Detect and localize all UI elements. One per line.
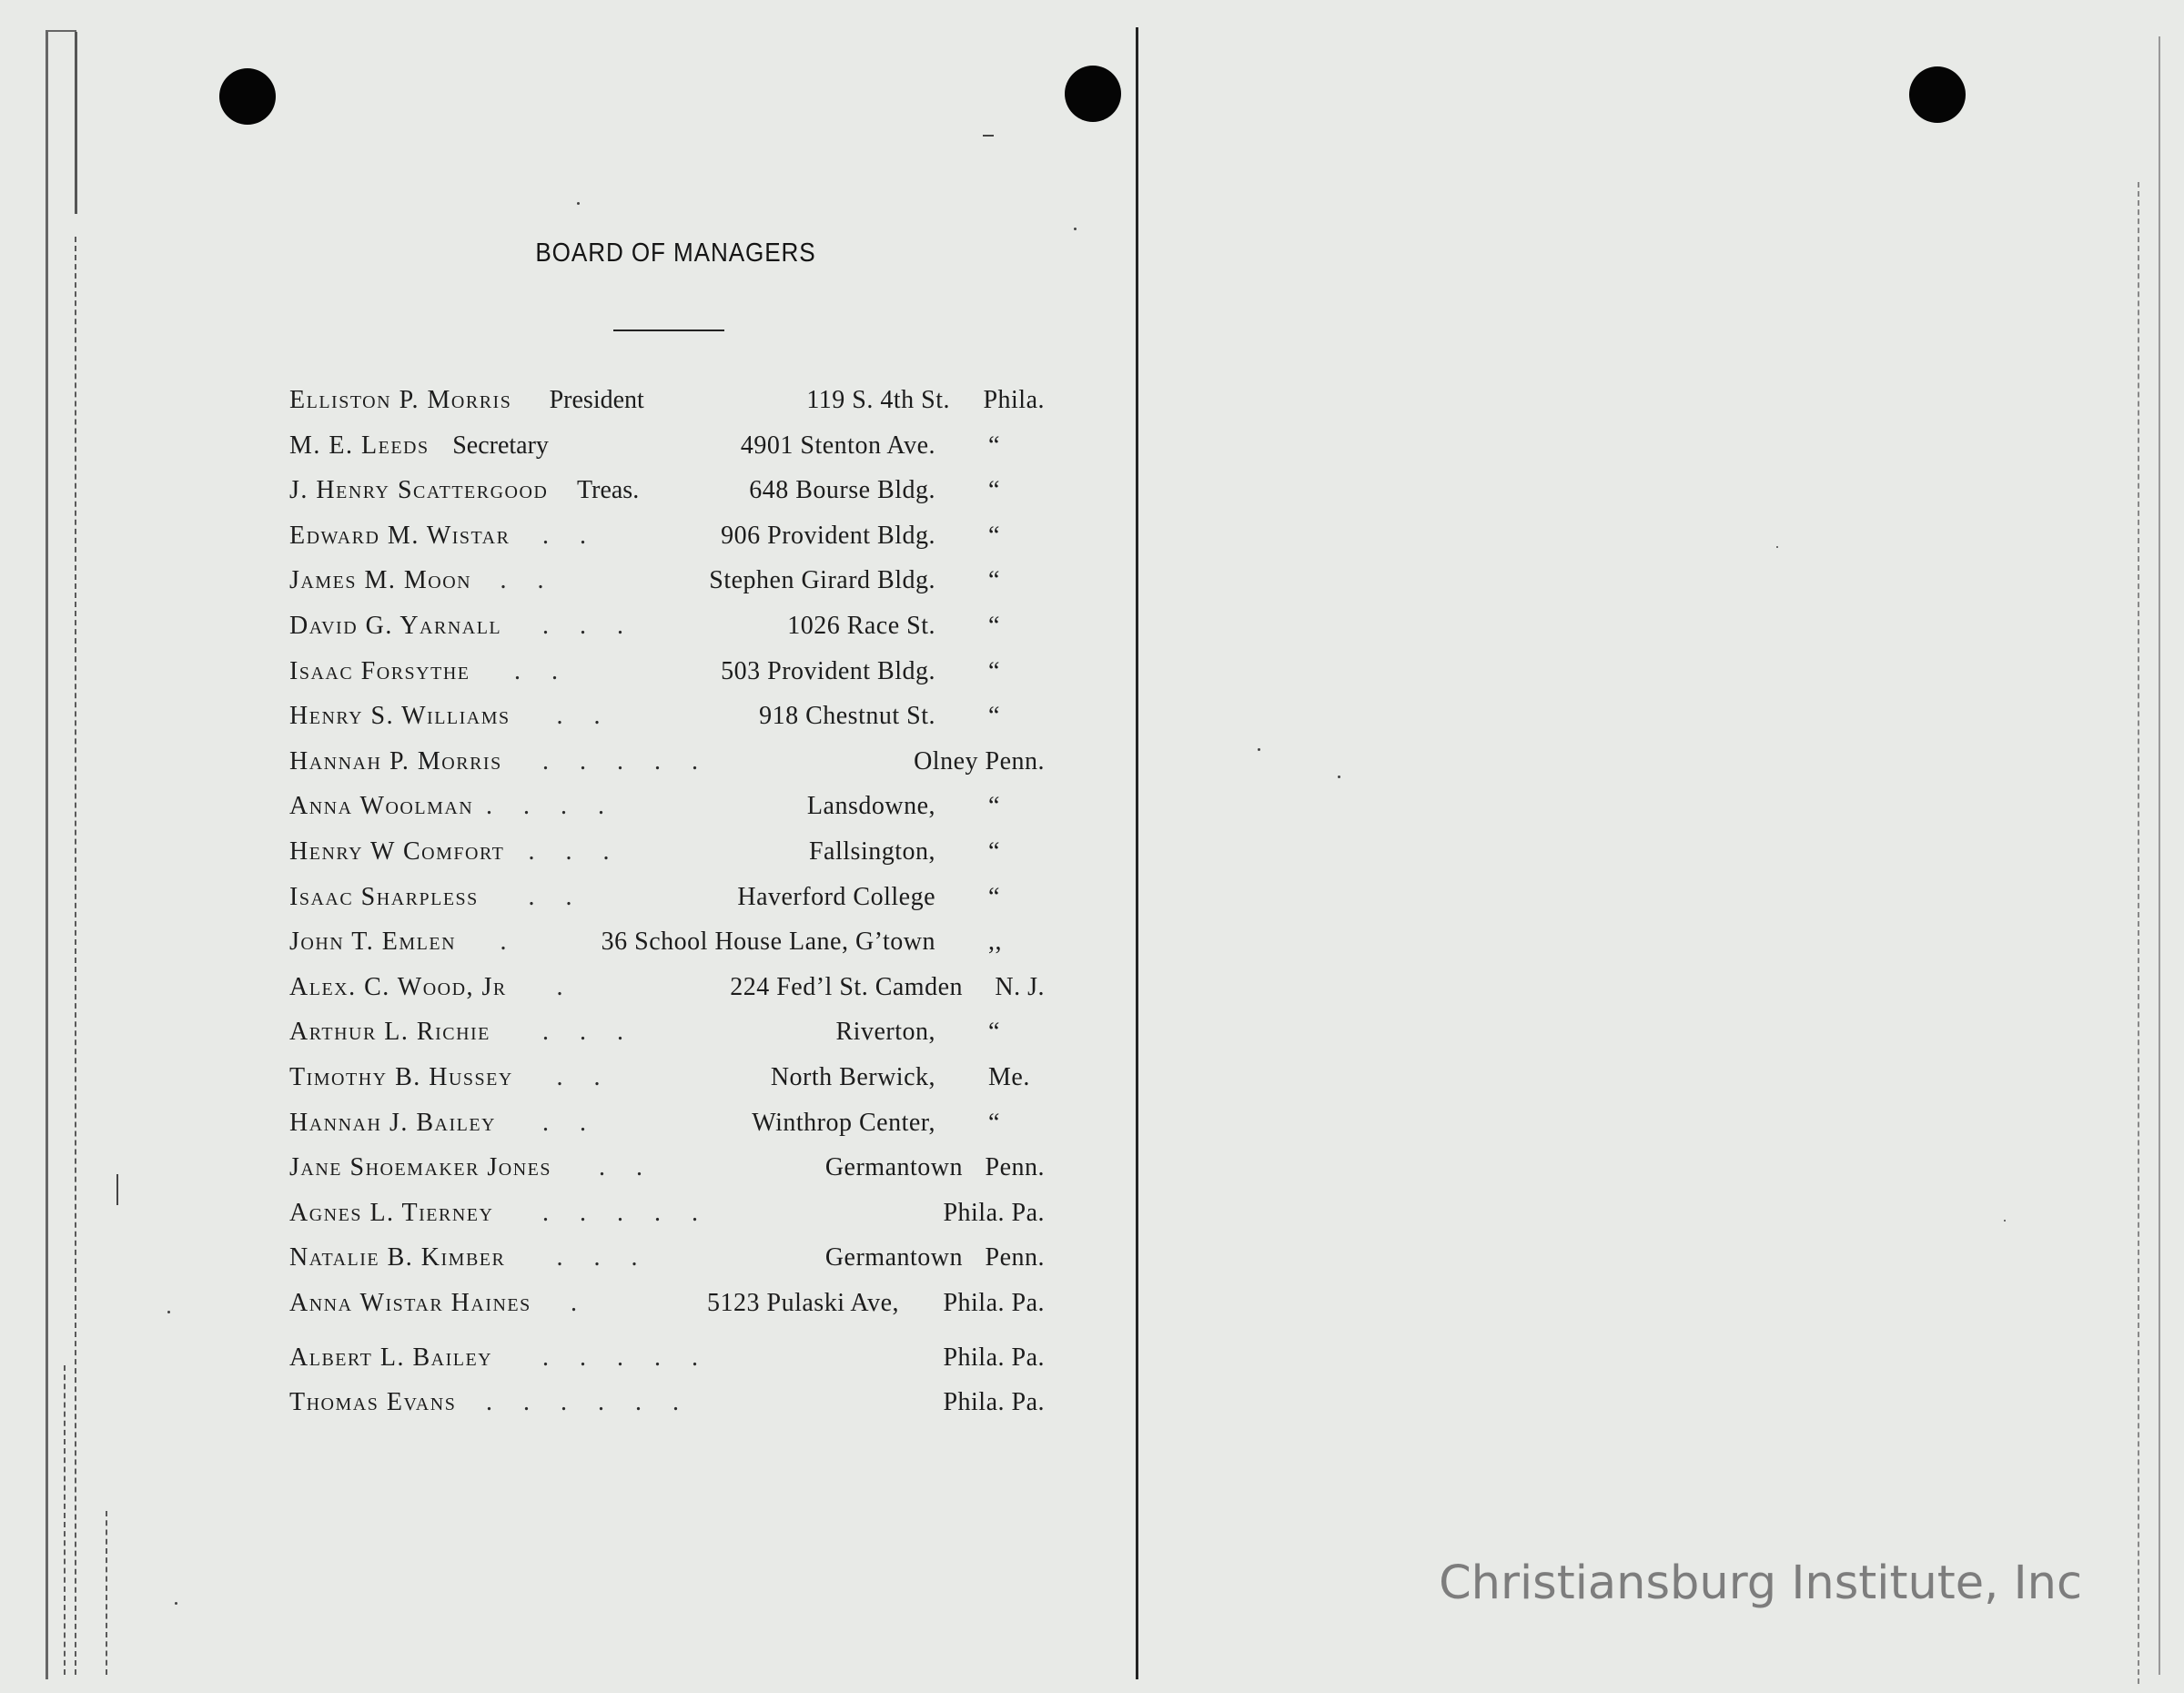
manager-address: Haverford College bbox=[737, 882, 935, 911]
speck bbox=[1776, 546, 1778, 548]
leader-dots: .. bbox=[556, 1063, 632, 1091]
manager-row bbox=[289, 879, 1045, 916]
right-margin-dashes bbox=[2138, 182, 2139, 1684]
manager-name: Henry S. Williams bbox=[289, 702, 511, 731]
manager-address: 503 Provident Bldg. bbox=[721, 656, 935, 685]
manager-row bbox=[289, 788, 1045, 825]
punch-hole bbox=[1909, 66, 1966, 123]
right-page bbox=[1139, 0, 2184, 1693]
manager-name: Henry W Comfort bbox=[289, 837, 505, 866]
left-margin-dashes bbox=[75, 237, 76, 1675]
manager-city: “ bbox=[988, 702, 1000, 731]
leader-dots: ... bbox=[528, 837, 641, 866]
manager-city: “ bbox=[988, 792, 1000, 821]
leader-dots: .. bbox=[514, 656, 589, 685]
manager-row bbox=[289, 834, 1045, 870]
manager-city: Phila. Pa. bbox=[943, 1198, 1045, 1227]
speck bbox=[983, 135, 994, 137]
manager-row bbox=[289, 969, 1045, 1006]
manager-row bbox=[289, 698, 1045, 735]
leader-dots: .. bbox=[542, 1108, 617, 1137]
manager-row bbox=[289, 924, 1045, 960]
leader-dots: ... bbox=[556, 1243, 669, 1272]
manager-city: Phila. Pa. bbox=[943, 1289, 1045, 1317]
speck bbox=[577, 202, 580, 205]
leader-dots: ..... bbox=[542, 1343, 729, 1372]
manager-city: “ bbox=[988, 521, 1000, 550]
manager-name: David G. Yarnall bbox=[289, 612, 502, 640]
left-margin-dashes-2 bbox=[64, 1365, 66, 1675]
manager-address: Riverton, bbox=[835, 1018, 935, 1047]
manager-name: James M. Moon bbox=[289, 566, 472, 595]
speck bbox=[1338, 776, 1340, 778]
manager-row bbox=[289, 1014, 1045, 1050]
manager-role: Treas. bbox=[577, 476, 640, 505]
speck bbox=[1074, 228, 1077, 230]
manager-row bbox=[289, 472, 1045, 509]
manager-address: Germantown bbox=[824, 1243, 963, 1272]
manager-row bbox=[289, 1340, 1045, 1376]
leader-dots: .. bbox=[500, 566, 575, 595]
manager-city: Penn. bbox=[985, 1243, 1045, 1272]
leader-dots: ... bbox=[542, 612, 654, 640]
manager-city: Phila. Pa. bbox=[943, 1388, 1045, 1417]
manager-name: Thomas Evans bbox=[289, 1388, 457, 1417]
manager-name: M. E. Leeds bbox=[289, 431, 430, 460]
manager-name: Alex. C. Wood, Jr bbox=[289, 972, 507, 1001]
speck bbox=[167, 1311, 170, 1313]
manager-row bbox=[289, 428, 1045, 464]
manager-row bbox=[289, 608, 1045, 644]
speck bbox=[175, 1602, 177, 1605]
manager-city: Phila. Pa. bbox=[943, 1343, 1045, 1372]
manager-name: John T. Emlen bbox=[289, 928, 457, 957]
manager-address: Stephen Girard Bldg. bbox=[709, 566, 935, 595]
manager-city: Phila. bbox=[983, 386, 1045, 414]
manager-name: Anna Woolman bbox=[289, 792, 474, 821]
page-fold-line bbox=[1136, 27, 1138, 1679]
manager-name: Hannah P. Morris bbox=[289, 746, 502, 776]
manager-city: “ bbox=[988, 1018, 1000, 1047]
leader-dots: . bbox=[571, 1289, 608, 1317]
manager-city: Olney Penn. bbox=[914, 746, 1045, 776]
leader-dots: .. bbox=[599, 1153, 673, 1182]
manager-row bbox=[289, 1384, 1045, 1421]
manager-city: “ bbox=[988, 476, 1000, 505]
manager-address: North Berwick, bbox=[770, 1063, 935, 1091]
manager-address: Germantown bbox=[824, 1153, 963, 1182]
speck bbox=[2004, 1220, 2006, 1222]
manager-address: Fallsington, bbox=[808, 837, 935, 866]
manager-city: “ bbox=[988, 1108, 1000, 1137]
manager-city: “ bbox=[988, 431, 1000, 460]
manager-address: Lansdowne, bbox=[806, 792, 935, 821]
manager-city: Me. bbox=[988, 1063, 1030, 1091]
leader-dots: ...... bbox=[486, 1388, 710, 1417]
manager-address: 224 Fed’l St. Camden bbox=[730, 972, 963, 1001]
manager-name: Edward M. Wistar bbox=[289, 521, 511, 550]
manager-address: 36 School House Lane, G’town bbox=[601, 928, 935, 957]
manager-address: 119 S. 4th St. bbox=[806, 386, 950, 414]
speck bbox=[1258, 748, 1260, 751]
manager-row bbox=[289, 518, 1045, 554]
manager-row bbox=[289, 744, 1045, 780]
manager-name: Jane Shoemaker Jones bbox=[289, 1153, 552, 1182]
leader-dots: ..... bbox=[542, 746, 729, 776]
punch-hole bbox=[1065, 66, 1121, 122]
leader-dots: ... bbox=[542, 1018, 654, 1047]
left-top-edge bbox=[46, 30, 76, 32]
manager-name: Natalie B. Kimber bbox=[289, 1243, 506, 1272]
manager-city: “ bbox=[988, 656, 1000, 685]
manager-row bbox=[289, 1059, 1045, 1096]
manager-address: 918 Chestnut St. bbox=[759, 702, 935, 731]
manager-name: Timothy B. Hussey bbox=[289, 1063, 513, 1091]
leader-dots: . bbox=[556, 972, 594, 1001]
manager-row bbox=[289, 1240, 1045, 1276]
leader-dots: .. bbox=[528, 882, 603, 911]
manager-name: Albert L. Bailey bbox=[289, 1343, 493, 1372]
manager-row bbox=[289, 1195, 1045, 1232]
manager-row bbox=[289, 654, 1045, 690]
watermark-text: Christiansburg Institute, Inc bbox=[1439, 1556, 2082, 1610]
manager-row bbox=[289, 1150, 1045, 1186]
manager-name: Agnes L. Tierney bbox=[289, 1198, 494, 1227]
leader-dots: .... bbox=[486, 792, 635, 821]
manager-role: President bbox=[549, 386, 644, 414]
manager-city: “ bbox=[988, 882, 1000, 911]
manager-name: Anna Wistar Haines bbox=[289, 1289, 531, 1317]
manager-address: 906 Provident Bldg. bbox=[721, 521, 935, 550]
manager-city: “ bbox=[988, 612, 1000, 640]
page-title: BOARD OF MANAGERS bbox=[535, 238, 816, 268]
manager-row bbox=[289, 1285, 1045, 1322]
manager-address: Winthrop Center, bbox=[752, 1108, 935, 1137]
manager-name: Elliston P. Morris bbox=[289, 386, 512, 414]
manager-row bbox=[289, 563, 1045, 599]
leader-dots: .. bbox=[556, 702, 632, 731]
manager-role: Secretary bbox=[452, 431, 549, 460]
manager-city: ,, bbox=[988, 928, 1002, 957]
manager-name: Isaac Forsythe bbox=[289, 656, 470, 685]
manager-name: Isaac Sharpless bbox=[289, 882, 479, 911]
left-edge-line-outer bbox=[46, 32, 48, 1679]
leader-dots: .. bbox=[542, 521, 617, 550]
manager-name: J. Henry Scattergood bbox=[289, 476, 549, 505]
manager-address: 648 Bourse Bldg. bbox=[749, 476, 935, 505]
leader-dots: ..... bbox=[542, 1198, 729, 1227]
manager-address: 4901 Stenton Ave. bbox=[740, 431, 935, 460]
manager-city: N. J. bbox=[995, 972, 1045, 1001]
leader-dots: . bbox=[500, 928, 538, 957]
manager-city: Penn. bbox=[985, 1153, 1045, 1182]
right-edge-line bbox=[2159, 36, 2160, 1675]
punch-hole bbox=[219, 68, 276, 125]
manager-row bbox=[289, 382, 1045, 419]
manager-city: “ bbox=[988, 566, 1000, 595]
manager-address: 5123 Pulaski Ave, bbox=[707, 1289, 899, 1317]
title-divider bbox=[613, 329, 724, 331]
manager-city: “ bbox=[988, 837, 1000, 866]
manager-name: Hannah J. Bailey bbox=[289, 1108, 496, 1137]
left-margin-dashes-3 bbox=[106, 1511, 107, 1675]
manager-address: 1026 Race St. bbox=[787, 612, 935, 640]
manager-name: Arthur L. Richie bbox=[289, 1018, 490, 1047]
manager-row bbox=[289, 1105, 1045, 1141]
left-edge-line-inner bbox=[75, 32, 77, 214]
stray-mark bbox=[116, 1174, 118, 1205]
